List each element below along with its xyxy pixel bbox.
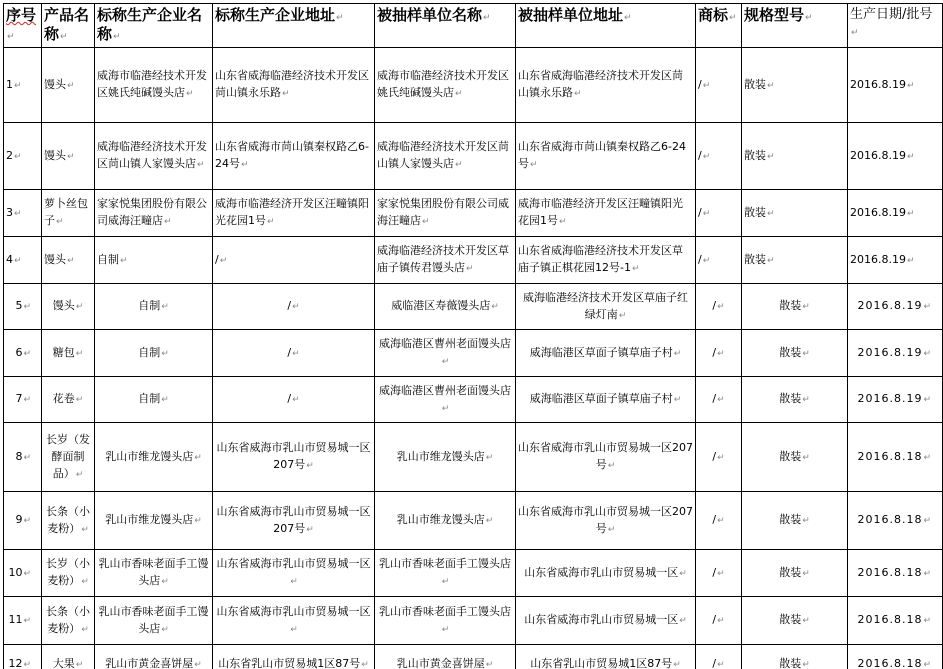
cell-unit-addr: 威海临港区草面子镇草庙子村↵: [516, 330, 696, 377]
cell-unit-addr: 威海临港区草面子镇草庙子村↵: [516, 377, 696, 423]
cell-spec: 散装↵: [742, 550, 848, 597]
cell-brand: /↵: [696, 423, 742, 492]
header-brand: 商标↵: [696, 4, 742, 48]
cell-unit-name: 乳山市香味老面手工馒头店↵: [375, 597, 516, 645]
cell-product: 花卷↵: [42, 377, 95, 423]
header-product: 产品名称↵: [42, 4, 95, 48]
cell-product: 大果↵: [42, 645, 95, 669]
cell-mfr-addr: /↵: [213, 377, 375, 423]
cell-unit-name: 乳山市维龙馒头店↵: [375, 423, 516, 492]
cell-unit-name: 乳山市黄金喜饼屋↵: [375, 645, 516, 669]
cell-date: 2016.8.19↵: [848, 48, 943, 123]
cell-mfr-name: 自制↵: [95, 284, 213, 330]
cell-mfr-addr: 山东省威海市乳山市贸易城一区207号↵: [213, 492, 375, 550]
cell-date: 2016.8.18↵: [848, 550, 943, 597]
cell-mfr-addr: /↵: [213, 330, 375, 377]
cell-mfr-addr: /↵: [213, 237, 375, 284]
cell-unit-name: 威海临港区曹州老面馒头店↵: [375, 377, 516, 423]
cell-seq: 3↵: [4, 190, 42, 237]
cell-spec: 散装↵: [742, 284, 848, 330]
cell-unit-name: 乳山市香味老面手工馒头店↵: [375, 550, 516, 597]
cell-spec: 散装↵: [742, 645, 848, 669]
cell-seq: 6↵: [4, 330, 42, 377]
table-row: [4, 377, 943, 423]
cell-brand: /↵: [696, 48, 742, 123]
cell-product: 长条（小麦粉）↵: [42, 597, 95, 645]
cell-unit-addr: 山东省威海市乳山市贸易城一区207号↵: [516, 492, 696, 550]
cell-brand: /↵: [696, 550, 742, 597]
cell-spec: 散装↵: [742, 330, 848, 377]
cell-mfr-addr: 山东省威海市乳山市贸易城一区↵: [213, 550, 375, 597]
cell-brand: /↵: [696, 284, 742, 330]
cell-mfr-addr: 山东省威海市乳山市贸易城一区207号↵: [213, 423, 375, 492]
header-date: 生产日期/批号↵: [848, 4, 943, 48]
cell-unit-addr: 威海临港经济技术开发区草庙子红绿灯南↵: [516, 284, 696, 330]
table-row: [4, 237, 943, 284]
cell-date: 2016.8.19↵: [848, 123, 943, 190]
cell-brand: /↵: [696, 645, 742, 669]
cell-unit-addr: 山东省威海临港经济技术开发区苘山镇永乐路↵: [516, 48, 696, 123]
header-unit-name: 被抽样单位名称↵: [375, 4, 516, 48]
cell-mfr-name: 威海临港经济技术开发区苘山镇人家馒头店↵: [95, 123, 213, 190]
cell-date: 2016.8.18↵: [848, 492, 943, 550]
cell-spec: 散装↵: [742, 492, 848, 550]
cell-product: 长岁（小麦粉）↵: [42, 550, 95, 597]
table-row: [4, 330, 943, 377]
cell-unit-name: 家家悦集团股份有限公司威海汪疃店↵: [375, 190, 516, 237]
cell-product: 馒头↵: [42, 123, 95, 190]
cell-mfr-name: 乳山市黄金喜饼屋↵: [95, 645, 213, 669]
cell-seq: 4↵: [4, 237, 42, 284]
cell-spec: 散装↵: [742, 48, 848, 123]
cell-mfr-addr: 山东省威海市苘山镇秦权路乙6-24号↵: [213, 123, 375, 190]
cell-unit-addr: 山东省威海市乳山市贸易城一区↵: [516, 550, 696, 597]
table-row: [4, 123, 943, 190]
cell-mfr-name: 乳山市维龙馒头店↵: [95, 492, 213, 550]
header-row: [4, 4, 943, 48]
cell-brand: /↵: [696, 330, 742, 377]
cell-mfr-addr: 山东省威海市乳山市贸易城一区↵: [213, 597, 375, 645]
cell-unit-name: 威海临港经济技术开发区苘山镇人家馒头店↵: [375, 123, 516, 190]
cell-spec: 散装↵: [742, 237, 848, 284]
cell-mfr-name: 乳山市香味老面手工馒头店↵: [95, 550, 213, 597]
cell-unit-addr: 山东省威海市乳山市贸易城一区↵: [516, 597, 696, 645]
table-row: [4, 284, 943, 330]
cell-mfr-name: 自制↵: [95, 377, 213, 423]
cell-brand: /↵: [696, 492, 742, 550]
table-row: [4, 190, 943, 237]
table-row: [4, 597, 943, 645]
header-seq: 序号↵: [4, 4, 42, 48]
cell-spec: 散装↵: [742, 123, 848, 190]
cell-spec: 散装↵: [742, 377, 848, 423]
cell-date: 2016.8.18↵: [848, 645, 943, 669]
cell-spec: 散装↵: [742, 597, 848, 645]
cell-unit-name: 威海临港区曹州老面馒头店↵: [375, 330, 516, 377]
cell-seq: 1↵: [4, 48, 42, 123]
cell-seq: 12↵: [4, 645, 42, 669]
cell-mfr-name: 乳山市维龙馒头店↵: [95, 423, 213, 492]
header-mfr-addr: 标称生产企业地址↵: [213, 4, 375, 48]
table-row: [4, 645, 943, 669]
cell-brand: /↵: [696, 377, 742, 423]
cell-unit-name: 乳山市维龙馒头店↵: [375, 492, 516, 550]
header-unit-addr: 被抽样单位地址↵: [516, 4, 696, 48]
cell-date: 2016.8.19↵: [848, 377, 943, 423]
cell-unit-addr: 山东省威海市苘山镇秦权路乙6-24号↵: [516, 123, 696, 190]
cell-mfr-addr: /↵: [213, 284, 375, 330]
cell-mfr-addr: 山东省乳山市贸易城1区87号↵: [213, 645, 375, 669]
cell-product: 馒头↵: [42, 48, 95, 123]
cell-product: 糖包↵: [42, 330, 95, 377]
cell-date: 2016.8.19↵: [848, 237, 943, 284]
cell-mfr-addr: 威海市临港经济开发区汪疃镇阳光花园1号↵: [213, 190, 375, 237]
cell-product: 馒头↵: [42, 237, 95, 284]
table-row: [4, 492, 943, 550]
cell-unit-addr: 威海市临港经济开发区汪疃镇阳光花园1号↵: [516, 190, 696, 237]
cell-seq: 2↵: [4, 123, 42, 190]
cell-mfr-name: 乳山市香味老面手工馒头店↵: [95, 597, 213, 645]
cell-spec: 散装↵: [742, 423, 848, 492]
cell-date: 2016.8.18↵: [848, 597, 943, 645]
cell-seq: 8↵: [4, 423, 42, 492]
header-mfr-name: 标称生产企业名称↵: [95, 4, 213, 48]
cell-unit-addr: 山东省威海临港经济技术开发区草庙子镇正棋花园12号-1↵: [516, 237, 696, 284]
cell-date: 2016.8.18↵: [848, 423, 943, 492]
sampling-table: [3, 3, 943, 669]
cell-mfr-name: 家家悦集团股份有限公司威海汪疃店↵: [95, 190, 213, 237]
table-row: [4, 550, 943, 597]
cell-seq: 11↵: [4, 597, 42, 645]
cell-product: 长条（小麦粉）↵: [42, 492, 95, 550]
cell-seq: 10↵: [4, 550, 42, 597]
cell-unit-name: 威海临港经济技术开发区草庙子镇传君馒头店↵: [375, 237, 516, 284]
cell-product: 萝卜丝包子↵: [42, 190, 95, 237]
table-row: [4, 48, 943, 123]
cell-date: 2016.8.19↵: [848, 284, 943, 330]
cell-brand: /↵: [696, 123, 742, 190]
cell-mfr-name: 威海市临港经技术开发区姚氏纯碱馒头店↵: [95, 48, 213, 123]
cell-brand: /↵: [696, 237, 742, 284]
cell-unit-name: 威海市临港经济技术开发区姚氏纯碱馒头店↵: [375, 48, 516, 123]
cell-mfr-name: 自制↵: [95, 237, 213, 284]
cell-seq: 7↵: [4, 377, 42, 423]
cell-mfr-name: 自制↵: [95, 330, 213, 377]
cell-seq: 5↵: [4, 284, 42, 330]
cell-brand: /↵: [696, 190, 742, 237]
cell-spec: 散装↵: [742, 190, 848, 237]
cell-product: 长岁（发酵面制品）↵: [42, 423, 95, 492]
cell-brand: /↵: [696, 597, 742, 645]
cell-unit-addr: 山东省威海市乳山市贸易城一区207号↵: [516, 423, 696, 492]
cell-unit-addr: 山东省乳山市贸易城1区87号↵: [516, 645, 696, 669]
cell-unit-name: 威临港区寿薇馒头店↵: [375, 284, 516, 330]
cell-date: 2016.8.19↵: [848, 330, 943, 377]
cell-mfr-addr: 山东省威海临港经济技术开发区苘山镇永乐路↵: [213, 48, 375, 123]
cell-date: 2016.8.19↵: [848, 190, 943, 237]
cell-seq: 9↵: [4, 492, 42, 550]
header-spec: 规格型号↵: [742, 4, 848, 48]
cell-product: 馒头↵: [42, 284, 95, 330]
table-row: [4, 423, 943, 492]
